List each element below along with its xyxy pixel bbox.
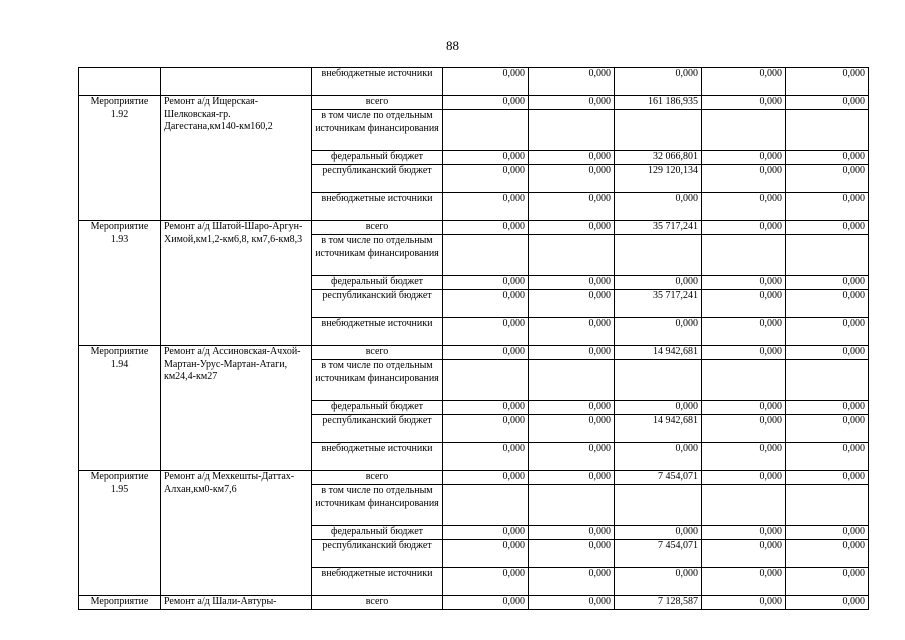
event-name: Ремонт а/д Шали-Автуры- (161, 596, 312, 610)
value-cell: 0,000 (443, 401, 529, 415)
value-cell: 0,000 (529, 68, 615, 96)
value-cell (702, 235, 786, 276)
value-cell (529, 110, 615, 151)
event-name: Ремонт а/д Шатой-Шаро-Аргун-Химой,км1,2-км6,8, км7,6-км8,3 (161, 221, 312, 346)
value-cell: 0,000 (786, 96, 869, 110)
value-cell: 0,000 (702, 346, 786, 360)
source-cell: федеральный бюджет (312, 401, 443, 415)
value-cell: 0,000 (786, 568, 869, 596)
value-cell: 0,000 (702, 415, 786, 443)
value-cell: 0,000 (529, 318, 615, 346)
value-cell: 0,000 (443, 415, 529, 443)
source-cell: всего (312, 221, 443, 235)
value-cell (443, 360, 529, 401)
value-cell: 0,000 (615, 193, 702, 221)
value-cell: 0,000 (529, 540, 615, 568)
value-cell: 0,000 (443, 165, 529, 193)
value-cell: 0,000 (702, 193, 786, 221)
value-cell: 0,000 (615, 568, 702, 596)
page-number: 88 (446, 38, 459, 53)
source-cell: в том числе по отдельным источникам финансирования (312, 235, 443, 276)
value-cell: 0,000 (529, 290, 615, 318)
value-cell: 0,000 (529, 346, 615, 360)
value-cell: 0,000 (702, 165, 786, 193)
value-cell: 0,000 (443, 221, 529, 235)
event-name: Ремонт а/д Ассиновская-Ачхой-Мартан-Урус-Мартан-Атаги, км24,4-км27 (161, 346, 312, 471)
value-cell: 0,000 (702, 96, 786, 110)
table-row (79, 471, 869, 485)
value-cell: 0,000 (529, 96, 615, 110)
value-cell: 0,000 (786, 526, 869, 540)
value-cell: 0,000 (702, 596, 786, 610)
source-cell: республиканский бюджет (312, 540, 443, 568)
source-cell: внебюджетные источники (312, 68, 443, 96)
value-cell: 0,000 (529, 151, 615, 165)
value-cell: 7 128,587 (615, 596, 702, 610)
value-cell: 0,000 (786, 471, 869, 485)
table-row (79, 68, 869, 96)
source-cell: всего (312, 346, 443, 360)
value-cell: 32 066,801 (615, 151, 702, 165)
source-cell: федеральный бюджет (312, 276, 443, 290)
source-cell: республиканский бюджет (312, 165, 443, 193)
value-cell: 0,000 (443, 290, 529, 318)
value-cell: 0,000 (443, 540, 529, 568)
value-cell (529, 360, 615, 401)
value-cell: 0,000 (786, 221, 869, 235)
value-cell (702, 360, 786, 401)
value-cell: 0,000 (702, 276, 786, 290)
value-cell: 0,000 (443, 276, 529, 290)
value-cell: 0,000 (443, 96, 529, 110)
value-cell: 7 454,071 (615, 471, 702, 485)
source-cell: внебюджетные источники (312, 443, 443, 471)
value-cell: 0,000 (529, 221, 615, 235)
value-cell: 0,000 (443, 596, 529, 610)
value-cell: 0,000 (702, 443, 786, 471)
value-cell: 14 942,681 (615, 346, 702, 360)
value-cell: 0,000 (786, 596, 869, 610)
value-cell: 0,000 (529, 165, 615, 193)
value-cell (615, 360, 702, 401)
source-cell: в том числе по отдельным источникам финансирования (312, 360, 443, 401)
value-cell: 0,000 (615, 401, 702, 415)
event-number: Мероприятие 1.92 (79, 96, 161, 221)
value-cell: 0,000 (529, 415, 615, 443)
value-cell: 129 120,134 (615, 165, 702, 193)
source-cell: республиканский бюджет (312, 415, 443, 443)
value-cell: 0,000 (786, 318, 869, 346)
financing-table (78, 67, 869, 610)
value-cell: 0,000 (529, 276, 615, 290)
value-cell (786, 360, 869, 401)
event-number: Мероприятие (79, 596, 161, 610)
value-cell: 0,000 (786, 415, 869, 443)
event-number: Мероприятие 1.93 (79, 221, 161, 346)
value-cell: 0,000 (702, 318, 786, 346)
value-cell: 0,000 (529, 471, 615, 485)
value-cell: 0,000 (786, 540, 869, 568)
value-cell: 0,000 (786, 151, 869, 165)
value-cell: 0,000 (786, 276, 869, 290)
value-cell: 0,000 (702, 151, 786, 165)
value-cell: 0,000 (529, 443, 615, 471)
source-cell: внебюджетные источники (312, 568, 443, 596)
value-cell: 0,000 (702, 526, 786, 540)
value-cell: 0,000 (615, 68, 702, 96)
value-cell: 0,000 (443, 151, 529, 165)
value-cell: 0,000 (786, 443, 869, 471)
value-cell: 0,000 (702, 568, 786, 596)
event-number: Мероприятие 1.95 (79, 471, 161, 596)
value-cell (443, 485, 529, 526)
value-cell: 0,000 (615, 318, 702, 346)
source-cell: в том числе по отдельным источникам финансирования (312, 485, 443, 526)
value-cell: 0,000 (786, 346, 869, 360)
value-cell: 0,000 (443, 568, 529, 596)
value-cell: 0,000 (786, 401, 869, 415)
value-cell: 0,000 (443, 346, 529, 360)
value-cell: 0,000 (615, 526, 702, 540)
source-cell: федеральный бюджет (312, 151, 443, 165)
value-cell: 0,000 (702, 401, 786, 415)
value-cell (615, 485, 702, 526)
source-cell: федеральный бюджет (312, 526, 443, 540)
value-cell: 0,000 (443, 471, 529, 485)
source-cell: в том числе по отдельным источникам финансирования (312, 110, 443, 151)
value-cell: 0,000 (786, 68, 869, 96)
value-cell: 0,000 (443, 68, 529, 96)
value-cell (702, 485, 786, 526)
value-cell: 0,000 (529, 526, 615, 540)
value-cell (786, 235, 869, 276)
source-cell: всего (312, 471, 443, 485)
source-cell: внебюджетные источники (312, 318, 443, 346)
value-cell (443, 235, 529, 276)
table-row (79, 96, 869, 110)
value-cell: 35 717,241 (615, 221, 702, 235)
event-name: Ремонт а/д Ищерская-Шелковская-гр. Дагестана,км140-км160,2 (161, 96, 312, 221)
value-cell: 0,000 (529, 568, 615, 596)
table-row (79, 221, 869, 235)
value-cell: 0,000 (529, 193, 615, 221)
value-cell: 0,000 (702, 471, 786, 485)
value-cell: 0,000 (702, 540, 786, 568)
value-cell (443, 110, 529, 151)
value-cell (529, 485, 615, 526)
value-cell (615, 110, 702, 151)
event-name: Ремонт а/д Мехкешты-Даттах-Алхан,км0-км7,6 (161, 471, 312, 596)
value-cell: 0,000 (786, 193, 869, 221)
source-cell: всего (312, 96, 443, 110)
value-cell: 0,000 (443, 193, 529, 221)
value-cell: 0,000 (786, 165, 869, 193)
value-cell (786, 110, 869, 151)
event-number: Мероприятие 1.94 (79, 346, 161, 471)
value-cell: 0,000 (702, 290, 786, 318)
value-cell (615, 235, 702, 276)
value-cell (702, 110, 786, 151)
value-cell: 0,000 (615, 443, 702, 471)
source-cell: республиканский бюджет (312, 290, 443, 318)
value-cell: 0,000 (786, 290, 869, 318)
value-cell: 0,000 (529, 596, 615, 610)
value-cell: 35 717,241 (615, 290, 702, 318)
value-cell: 0,000 (529, 401, 615, 415)
name-cell (161, 68, 312, 96)
source-cell: всего (312, 596, 443, 610)
event-cell (79, 68, 161, 96)
value-cell: 161 186,935 (615, 96, 702, 110)
value-cell (786, 485, 869, 526)
value-cell: 0,000 (443, 318, 529, 346)
value-cell: 0,000 (443, 526, 529, 540)
table-row (79, 346, 869, 360)
value-cell: 0,000 (443, 443, 529, 471)
value-cell: 14 942,681 (615, 415, 702, 443)
value-cell: 0,000 (615, 276, 702, 290)
value-cell: 7 454,071 (615, 540, 702, 568)
value-cell (529, 235, 615, 276)
table-row (79, 596, 869, 610)
source-cell: внебюджетные источники (312, 193, 443, 221)
value-cell: 0,000 (702, 221, 786, 235)
value-cell: 0,000 (702, 68, 786, 96)
